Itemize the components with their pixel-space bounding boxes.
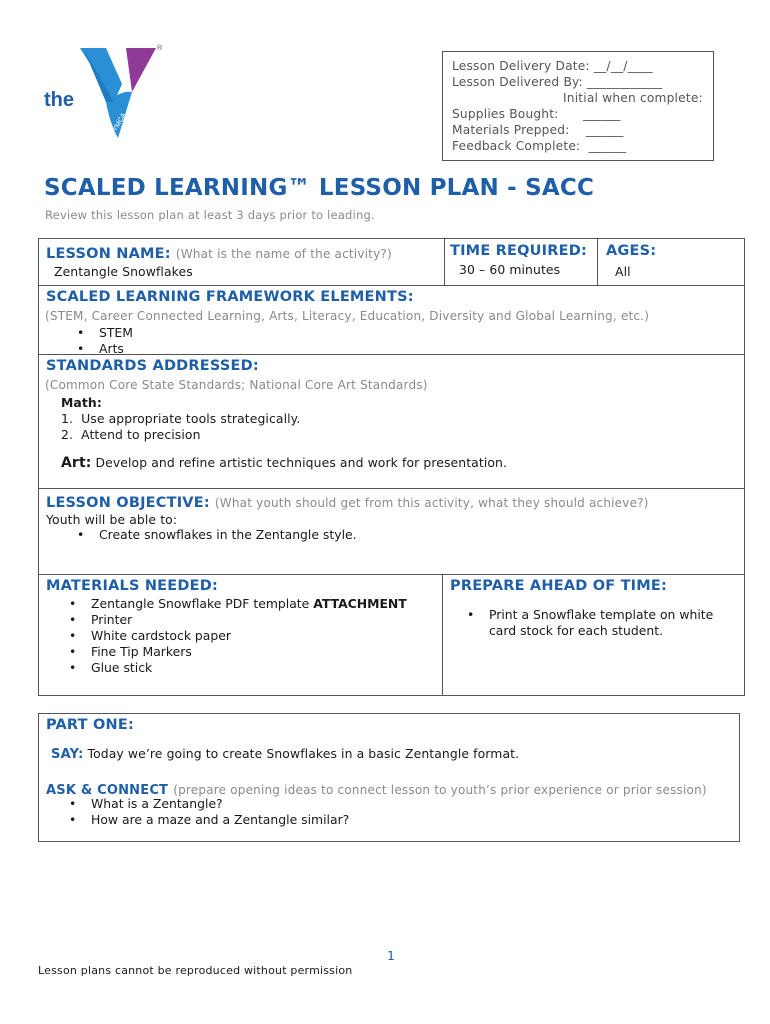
list-item: • How are a maze and a Zentangle similar? — [69, 812, 350, 827]
materials-list — [69, 596, 407, 676]
time-required-value: 30 – 60 minutes — [459, 262, 561, 277]
delivered-by-field: Lesson Delivered By: ____________ — [452, 75, 663, 89]
prepare-cell — [442, 574, 745, 696]
objective-hint: (What youth should get from this activity, what they should achieve?) — [214, 496, 649, 510]
lesson-name-hint: (What is the name of the activity?) — [175, 247, 392, 261]
framework-list — [77, 325, 133, 357]
feedback-complete-field: Feedback Complete: ______ — [452, 139, 627, 153]
logo-ribbon-text: YMCA — [111, 111, 128, 133]
list-item: • STEM — [77, 325, 133, 340]
art-text: Develop and refine artistic techniques and work for presentation. — [95, 455, 508, 470]
ask-connect-list — [69, 796, 350, 828]
ymca-logo — [44, 40, 174, 140]
math-list — [61, 411, 300, 443]
ages-value: All — [615, 264, 631, 279]
list-item: • Printer — [69, 612, 133, 627]
page-subtitle: Review this lesson plan at least 3 days prior to leading. — [45, 208, 375, 222]
objective-label: LESSON OBJECTIVE: — [46, 495, 210, 511]
delivery-date-field: Lesson Delivery Date: __/__/____ — [452, 59, 653, 73]
lesson-name-value: Zentangle Snowflakes — [54, 264, 193, 279]
list-item: • White cardstock paper — [69, 628, 231, 643]
art-label: Art: — [61, 455, 92, 471]
art-standard — [61, 455, 507, 471]
time-required-cell — [444, 238, 598, 286]
say-text: Today we’re going to create Snowflakes in a basic Zentangle format. — [87, 746, 520, 761]
list-item: 1. Use appropriate tools strategically. — [61, 411, 301, 426]
prepare-label: PREPARE AHEAD OF TIME: — [450, 578, 668, 594]
list-item: • Zentangle Snowflake PDF template ATTACHMENT — [69, 596, 407, 611]
footer-notice: Lesson plans cannot be reproduced without permission — [38, 964, 353, 977]
ages-cell — [597, 238, 745, 286]
logo-registered-mark: ® — [157, 45, 163, 52]
part-one-cell — [38, 713, 740, 842]
lesson-status-box — [442, 51, 714, 161]
page-title: SCALED LEARNING™ LESSON PLAN - SACC — [44, 175, 595, 201]
page-number: 1 — [387, 948, 395, 963]
ages-label: AGES: — [606, 243, 657, 259]
list-item: • Print a Snowflake template on white card stock for each student. — [467, 607, 714, 638]
ymca-logo-mark — [44, 40, 174, 140]
say-label: SAY: — [51, 747, 84, 762]
supplies-bought-field: Supplies Bought: ______ — [452, 107, 621, 121]
prepare-list — [467, 607, 729, 639]
framework-hint: (STEM, Career Connected Learning, Arts, Literacy, Education, Diversity and Global Learning, etc.) — [45, 309, 650, 323]
objective-list — [77, 527, 357, 543]
part-one-label: PART ONE: — [46, 717, 134, 733]
list-item: • Arts — [77, 341, 124, 356]
standards-cell — [38, 354, 745, 489]
standards-hint: (Common Core State Standards; National Core Art Standards) — [45, 378, 428, 392]
materials-label: MATERIALS NEEDED: — [46, 578, 218, 594]
say-line — [51, 746, 519, 762]
materials-prepped-field: Materials Prepped: ______ — [452, 123, 624, 137]
objective-intro: Youth will be able to: — [46, 512, 178, 527]
math-label: Math: — [61, 395, 102, 410]
list-item: • Fine Tip Markers — [69, 644, 192, 659]
objective-cell — [38, 488, 745, 575]
framework-label: SCALED LEARNING FRAMEWORK ELEMENTS: — [46, 289, 414, 305]
list-item: • Create snowflakes in the Zentangle style. — [77, 527, 357, 542]
list-item: • What is a Zentangle? — [69, 796, 223, 811]
time-required-label: TIME REQUIRED: — [450, 243, 587, 259]
lesson-name-cell — [38, 238, 445, 286]
standards-label: STANDARDS ADDRESSED: — [46, 358, 259, 374]
list-item: • Glue stick — [69, 660, 153, 675]
framework-cell — [38, 285, 745, 355]
ask-connect-hint: (prepare opening ideas to connect lesson to youth’s prior experience or prior session) — [173, 783, 707, 797]
materials-cell — [38, 574, 443, 696]
logo-word: the — [44, 89, 74, 111]
list-item: 2. Attend to precision — [61, 427, 201, 442]
lesson-name-label: LESSON NAME: — [46, 246, 171, 262]
initial-note: Initial when complete: — [563, 91, 703, 105]
ask-connect-label: ASK & CONNECT — [46, 783, 169, 798]
